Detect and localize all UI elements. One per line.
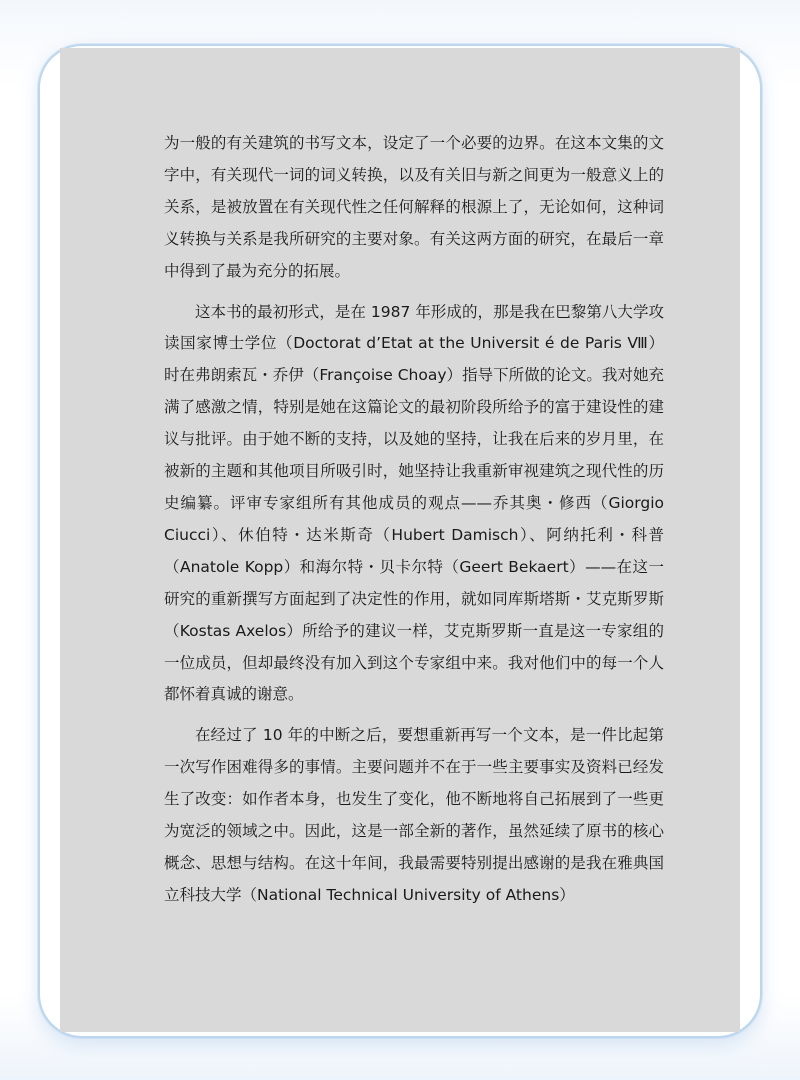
paragraph-3: 在经过了 10 年的中断之后，要想重新再写一个文本，是一件比起第一次写作困难得多的事情。主要问题并不在于一些主要事实及资料已经发生了改变：如作者本身，也发生了变化，他不断地将自己拓展到了一些更为宽泛的领域之中。因此，这是一部全新的著作，虽然延续了原书的核心概念、思想与结构。在这十年间，我最需要特别提出感谢的是我在雅典国立科技大学（National Technical University of Athens） bbox=[164, 726, 664, 904]
paragraph-2: 这本书的最初形式，是在 1987 年形成的，那是我在巴黎第八大学攻读国家博士学位（Doctorat d’Etat at the Universit é de Paris Ⅷ）时在弗朗索瓦・乔伊（Françoise Choay）指导下所做的论文。我对她充满了感激之情，特别是她在这篇论文的最初阶段所给予的富于建设性的建议与批评。由于她不断的支持，以及她的坚持，让我在后来的岁月里，在被新的主题和其他项目所吸引时，她坚持让我重新审视建筑之现代性的历史编纂。评审专家组所有其他成员的观点——乔其奥・修西（Giorgio Ciucci）、休伯特・达米斯奇（Hubert Damisch）、阿纳托利・科普（Anatole Kopp）和海尔特・贝卡尔特（Geert Bekaert）——在这一研究的重新撰写方面起到了决定性的作用，就如同库斯塔斯・艾克斯罗斯（Kostas Axelos）所给予的建议一样，艾克斯罗斯一直是这一专家组的一位成员，但却最终没有加入到这个专家组中来。我对他们中的每一个人都怀着真诚的谢意。 bbox=[164, 302, 664, 704]
body-text bbox=[164, 128, 664, 912]
paragraph-1: 为一般的有关建筑的书写文本，设定了一个必要的边界。在这本文集的文字中，有关现代一词的词义转换，以及有关旧与新之间更为一般意义上的关系，是被放置在有关现代性之任何解释的根源上了，无论如何，这种词义转换与关系是我所研究的主要对象。有关这两方面的研究，在最后一章中得到了最为充分的拓展。 bbox=[164, 134, 664, 280]
book-page bbox=[60, 48, 740, 1032]
